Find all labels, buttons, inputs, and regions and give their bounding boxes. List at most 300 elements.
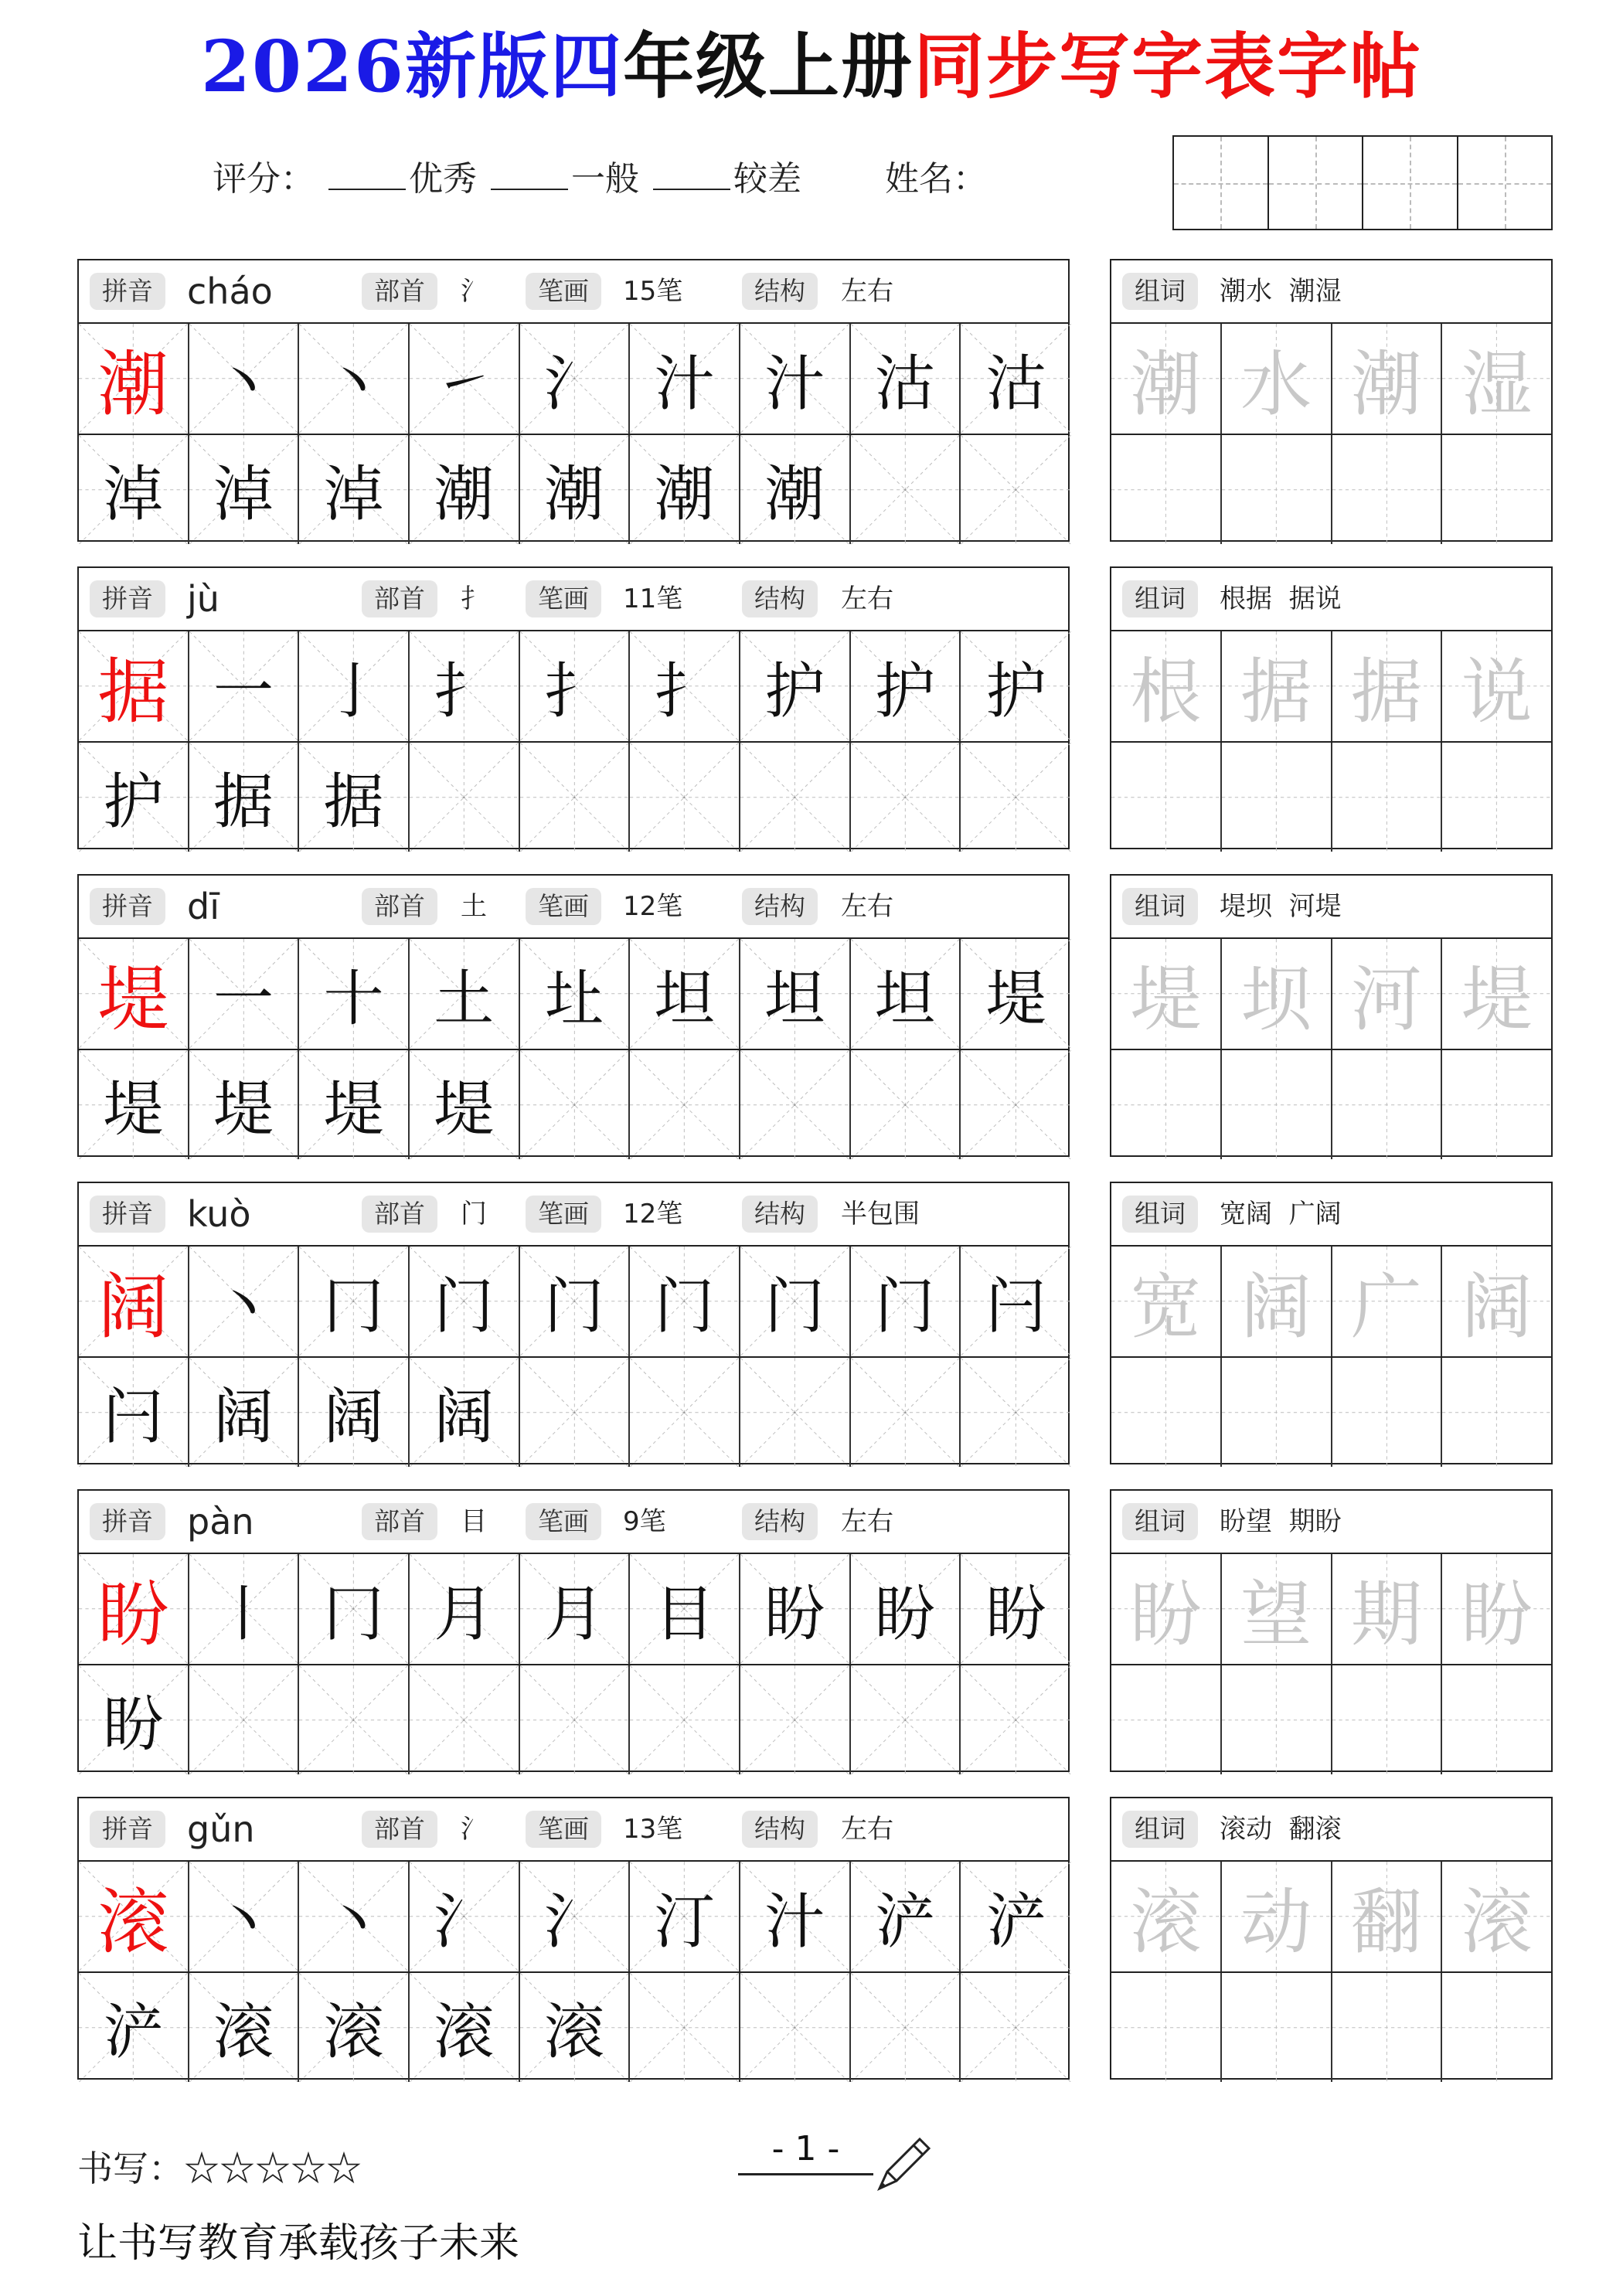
model-character: 盼 <box>97 1573 169 1656</box>
word-writing-cell[interactable] <box>1442 1358 1551 1468</box>
stroke-order-step: 沽 <box>874 349 935 419</box>
stroke-order-step: 目 <box>654 1579 715 1649</box>
word-writing-cell[interactable] <box>1332 1247 1443 1356</box>
stroke-order-step: 汀 <box>654 1886 715 1957</box>
writing-cell[interactable] <box>299 1554 410 1664</box>
writing-cell[interactable] <box>520 435 631 545</box>
word-writing-cell[interactable] <box>1222 435 1332 545</box>
writing-cell[interactable] <box>851 435 961 545</box>
word-trace-character: 望 <box>1240 1573 1312 1656</box>
writing-cell[interactable] <box>630 324 740 434</box>
word-writing-cell[interactable] <box>1222 631 1332 741</box>
writing-cell[interactable] <box>740 435 851 545</box>
writing-cell[interactable] <box>410 1358 520 1468</box>
structure-value: 左右 <box>841 276 893 307</box>
stroke-order-step: 闩 <box>985 1271 1046 1342</box>
writing-cell[interactable] <box>630 631 740 741</box>
writing-cell[interactable] <box>189 1247 300 1356</box>
stroke-order-step: 据 <box>213 767 274 838</box>
stroke-order-step: 丶 <box>213 1271 274 1342</box>
word-writing-cell[interactable] <box>1111 631 1222 741</box>
stroke-order-step: 滚 <box>213 1998 274 2068</box>
word-trace-character: 河 <box>1350 958 1422 1041</box>
structure-label: 结构 <box>742 1503 818 1540</box>
strokes-label: 笔画 <box>526 1196 601 1233</box>
words-label: 组词 <box>1122 1811 1198 1848</box>
word-trace-character: 盼 <box>1461 1573 1533 1656</box>
practice-row <box>79 1665 1068 1775</box>
writing-cell[interactable] <box>299 435 410 545</box>
word-info-bar <box>1111 568 1551 631</box>
strokes-label: 笔画 <box>526 273 601 310</box>
practice-row <box>79 1358 1068 1468</box>
writing-cell[interactable] <box>961 324 1071 434</box>
word-writing-cell[interactable] <box>1332 1973 1443 2083</box>
word-writing-cell[interactable] <box>1332 939 1443 1049</box>
stroke-order-step: 丶 <box>323 1886 384 1957</box>
writing-cell[interactable] <box>520 1862 631 1971</box>
word-trace-character: 翻 <box>1350 1880 1422 1964</box>
pinyin-label: 拼音 <box>90 1811 165 1848</box>
strokes-value: 12笔 <box>623 1199 683 1230</box>
writing-cell[interactable] <box>79 1358 189 1468</box>
writing-cell[interactable] <box>851 631 961 741</box>
writing-cell[interactable] <box>299 743 410 852</box>
word-writing-cell[interactable] <box>1111 324 1222 434</box>
writing-cell[interactable] <box>630 1050 740 1160</box>
radical-value: 扌 <box>461 583 487 614</box>
writing-cell[interactable] <box>851 743 961 852</box>
writing-cell[interactable] <box>851 324 961 434</box>
word-trace-character: 根 <box>1130 650 1202 733</box>
stroke-order-step: 潮 <box>654 460 715 530</box>
writing-cell[interactable] <box>740 631 851 741</box>
stroke-order-step: 土 <box>434 964 495 1034</box>
writing-cell[interactable] <box>79 631 189 741</box>
word-writing-cell[interactable] <box>1332 1862 1443 1971</box>
writing-cell[interactable] <box>630 1247 740 1356</box>
word-info-bar <box>1111 260 1551 324</box>
word-writing-cell[interactable] <box>1222 1665 1332 1775</box>
writing-cell[interactable] <box>79 1050 189 1160</box>
word-writing-cell[interactable] <box>1111 939 1222 1049</box>
model-character: 据 <box>97 650 169 733</box>
writing-cell[interactable] <box>740 1665 851 1775</box>
writing-cell[interactable] <box>410 1050 520 1160</box>
stroke-order-step: 阔 <box>213 1383 274 1453</box>
page-title <box>0 20 1623 113</box>
stroke-order-step: 盼 <box>103 1690 164 1760</box>
name-cell[interactable] <box>1363 137 1458 229</box>
word-trace-character: 潮 <box>1350 342 1422 426</box>
word-writing-cell[interactable] <box>1332 631 1443 741</box>
stroke-order-step: 阔 <box>434 1383 495 1453</box>
writing-cell[interactable] <box>630 1973 740 2083</box>
word-writing-cell[interactable] <box>1111 1050 1222 1160</box>
word-trace-character: 湿 <box>1461 342 1533 426</box>
stroke-order-step: 一 <box>213 656 274 726</box>
writing-cell[interactable] <box>961 1665 1071 1775</box>
stroke-order-step: 丶 <box>323 349 384 419</box>
pinyin-value: pàn <box>187 1501 254 1543</box>
writing-cell[interactable] <box>961 1247 1071 1356</box>
strokes-value: 11笔 <box>623 583 683 614</box>
writing-cell[interactable] <box>79 743 189 852</box>
writing-cell[interactable] <box>961 1358 1071 1468</box>
stroke-order-step: 沽 <box>985 349 1046 419</box>
score-option-excellent: 优秀 <box>409 159 477 199</box>
stroke-order-step: 门 <box>434 1271 495 1342</box>
score-option-poor: 较差 <box>733 159 801 199</box>
word-trace-character: 潮 <box>1130 342 1202 426</box>
practice-row <box>79 1247 1068 1358</box>
writing-cell[interactable] <box>79 324 189 434</box>
writing-cell[interactable] <box>961 631 1071 741</box>
writing-cell[interactable] <box>740 324 851 434</box>
writing-cell[interactable] <box>410 435 520 545</box>
word-writing-cell[interactable] <box>1442 631 1551 741</box>
stroke-order-step: 扌 <box>434 656 495 726</box>
word-trace-character: 堤 <box>1130 958 1202 1041</box>
writing-cell[interactable] <box>79 1973 189 2083</box>
score-blank-average[interactable] <box>491 156 568 190</box>
word-row <box>1111 1862 1551 1973</box>
writing-cell[interactable] <box>740 743 851 852</box>
word-writing-cell[interactable] <box>1442 743 1551 852</box>
word-row <box>1111 1358 1551 1468</box>
stroke-order-step: 圵 <box>543 964 604 1034</box>
word-writing-cell[interactable] <box>1442 324 1551 434</box>
word-row <box>1111 1050 1551 1160</box>
writing-cell[interactable] <box>520 324 631 434</box>
word-row <box>1111 1973 1551 2083</box>
stroke-order-step: 汁 <box>654 349 715 419</box>
word-writing-cell[interactable] <box>1332 1050 1443 1160</box>
words-label: 组词 <box>1122 888 1198 925</box>
writing-cell[interactable] <box>79 1554 189 1664</box>
word-writing-cell[interactable] <box>1222 1973 1332 2083</box>
writing-cell[interactable] <box>740 1862 851 1971</box>
writing-cell[interactable] <box>189 1973 300 2083</box>
character-info-bar <box>79 1183 1068 1247</box>
word-writing-cell[interactable] <box>1222 743 1332 852</box>
word-trace-character: 盼 <box>1130 1573 1202 1656</box>
word-row <box>1111 743 1551 852</box>
stroke-order-step: 潮 <box>434 460 495 530</box>
word-writing-cell[interactable] <box>1442 1050 1551 1160</box>
word-writing-cell[interactable] <box>1222 1358 1332 1468</box>
writing-cell[interactable] <box>740 1358 851 1468</box>
name-cell[interactable] <box>1174 137 1269 229</box>
structure-label: 结构 <box>742 1811 818 1848</box>
writing-cell[interactable] <box>630 435 740 545</box>
word-trace-character: 据 <box>1350 650 1422 733</box>
word-writing-cell[interactable] <box>1222 1050 1332 1160</box>
word-writing-cell[interactable] <box>1222 1247 1332 1356</box>
stroke-order-step: 护 <box>985 656 1046 726</box>
strokes-value: 13笔 <box>623 1814 683 1845</box>
writing-cell[interactable] <box>851 1247 961 1356</box>
writing-cell[interactable] <box>189 743 300 852</box>
stroke-order-step: 阔 <box>323 1383 384 1453</box>
writing-cell[interactable] <box>79 939 189 1049</box>
writing-cell[interactable] <box>740 1973 851 2083</box>
stroke-order-step: 扌 <box>543 656 604 726</box>
writing-rating: 书写：☆☆☆☆☆ <box>77 2148 362 2189</box>
writing-cell[interactable] <box>520 1050 631 1160</box>
character-info-bar <box>79 1798 1068 1862</box>
word-trace-character: 阔 <box>1240 1265 1312 1349</box>
word-writing-cell[interactable] <box>1442 1665 1551 1775</box>
writing-cell[interactable] <box>740 1247 851 1356</box>
writing-cell[interactable] <box>79 1665 189 1775</box>
title-part-3: 同步写字表字帖 <box>914 25 1423 108</box>
writing-cell[interactable] <box>961 1554 1071 1664</box>
writing-cell[interactable] <box>189 435 300 545</box>
page-number: - 1 - <box>738 2129 873 2175</box>
word-trace-character: 宽 <box>1130 1265 1202 1349</box>
word-writing-cell[interactable] <box>1442 1862 1551 1971</box>
writing-cell[interactable] <box>189 1358 300 1468</box>
word-practice-block <box>1110 1797 1553 2080</box>
writing-cell[interactable] <box>299 631 410 741</box>
writing-cell[interactable] <box>410 1247 520 1356</box>
word-practice-block <box>1110 874 1553 1157</box>
writing-cell[interactable] <box>851 1665 961 1775</box>
writing-cell[interactable] <box>961 1973 1071 2083</box>
writing-cell[interactable] <box>851 1973 961 2083</box>
writing-cell[interactable] <box>520 743 631 852</box>
practice-row <box>79 1973 1068 2083</box>
writing-cell[interactable] <box>410 631 520 741</box>
stroke-order-step: 坦 <box>874 964 935 1034</box>
name-cell[interactable] <box>1458 137 1552 229</box>
word-writing-cell[interactable] <box>1222 1554 1332 1664</box>
writing-cell[interactable] <box>299 1358 410 1468</box>
writing-cell[interactable] <box>961 939 1071 1049</box>
word-row <box>1111 939 1551 1050</box>
word-writing-cell[interactable] <box>1222 1862 1332 1971</box>
writing-cell[interactable] <box>79 1862 189 1971</box>
stroke-order-step: 浐 <box>985 1886 1046 1957</box>
stroke-order-step: 淖 <box>323 460 384 530</box>
word-row <box>1111 1247 1551 1358</box>
strokes-value: 15笔 <box>623 276 683 307</box>
writing-cell[interactable] <box>299 939 410 1049</box>
writing-cell[interactable] <box>851 1358 961 1468</box>
word-writing-cell[interactable] <box>1442 1973 1551 2083</box>
pinyin-value: cháo <box>187 270 273 312</box>
word-trace-character: 说 <box>1461 650 1533 733</box>
writing-cell[interactable] <box>630 743 740 852</box>
radical-value: 门 <box>461 1199 487 1230</box>
writing-cell[interactable] <box>740 939 851 1049</box>
stroke-order-step: 门 <box>764 1271 825 1342</box>
model-character: 滚 <box>97 1880 169 1964</box>
words-value: 根据 据说 <box>1220 583 1342 614</box>
word-writing-cell[interactable] <box>1332 743 1443 852</box>
word-trace-character: 动 <box>1240 1880 1312 1964</box>
strokes-label: 笔画 <box>526 1503 601 1540</box>
writing-cell[interactable] <box>851 1554 961 1664</box>
word-writing-cell[interactable] <box>1442 1247 1551 1356</box>
writing-cell[interactable] <box>520 1973 631 2083</box>
writing-cell[interactable] <box>79 1247 189 1356</box>
stroke-order-step: 淖 <box>213 460 274 530</box>
word-info-bar <box>1111 1183 1551 1247</box>
writing-cell[interactable] <box>299 1050 410 1160</box>
stroke-order-step: 堤 <box>213 1075 274 1145</box>
word-writing-cell[interactable] <box>1332 435 1443 545</box>
word-writing-cell[interactable] <box>1111 1554 1222 1664</box>
writing-cell[interactable] <box>410 324 520 434</box>
word-writing-cell[interactable] <box>1111 1247 1222 1356</box>
radical-label: 部首 <box>362 273 437 310</box>
writing-cell[interactable] <box>520 1665 631 1775</box>
stroke-order-step: 汁 <box>764 349 825 419</box>
stroke-order-step: 氵 <box>543 1886 604 1957</box>
score-blank-poor[interactable] <box>653 156 730 190</box>
writing-cell[interactable] <box>630 1665 740 1775</box>
words-label: 组词 <box>1122 1503 1198 1540</box>
writing-cell[interactable] <box>189 939 300 1049</box>
writing-cell[interactable] <box>299 324 410 434</box>
practice-row <box>79 631 1068 743</box>
word-writing-cell[interactable] <box>1332 1665 1443 1775</box>
writing-cell[interactable] <box>630 939 740 1049</box>
score-blank-excellent[interactable] <box>328 156 406 190</box>
structure-value: 半包围 <box>841 1199 920 1230</box>
writing-cell[interactable] <box>189 1665 300 1775</box>
pinyin-value: dī <box>187 886 219 927</box>
writing-cell[interactable] <box>520 1358 631 1468</box>
writing-cell[interactable] <box>299 1862 410 1971</box>
structure-value: 左右 <box>841 1506 893 1537</box>
writing-cell[interactable] <box>189 1862 300 1971</box>
word-trace-character: 水 <box>1240 342 1312 426</box>
stroke-order-step: 淖 <box>103 460 164 530</box>
writing-cell[interactable] <box>851 939 961 1049</box>
name-cell[interactable] <box>1269 137 1364 229</box>
writing-cell[interactable] <box>520 1554 631 1664</box>
radical-value: 土 <box>461 891 487 922</box>
stroke-order-step: 丶 <box>213 1886 274 1957</box>
writing-cell[interactable] <box>189 1050 300 1160</box>
stroke-order-step: 潮 <box>543 460 604 530</box>
stroke-order-step: 护 <box>103 767 164 838</box>
word-practice-block <box>1110 1182 1553 1464</box>
word-trace-character: 滚 <box>1461 1880 1533 1964</box>
word-row <box>1111 435 1551 545</box>
word-writing-cell[interactable] <box>1442 1554 1551 1664</box>
word-writing-cell[interactable] <box>1332 324 1443 434</box>
word-trace-character: 堤 <box>1461 958 1533 1041</box>
writing-cell[interactable] <box>299 1665 410 1775</box>
stroke-order-step: 盼 <box>764 1579 825 1649</box>
word-trace-character: 期 <box>1350 1573 1422 1656</box>
stroke-order-step: ㇀ <box>434 349 495 419</box>
word-row <box>1111 324 1551 435</box>
radical-value: 目 <box>461 1506 487 1537</box>
writing-cell[interactable] <box>961 1862 1071 1971</box>
character-practice-block <box>77 566 1070 849</box>
writing-cell[interactable] <box>961 1050 1071 1160</box>
word-writing-cell[interactable] <box>1111 1665 1222 1775</box>
writing-cell[interactable] <box>79 435 189 545</box>
pinyin-label: 拼音 <box>90 1503 165 1540</box>
writing-cell[interactable] <box>189 1554 300 1664</box>
writing-cell[interactable] <box>851 1050 961 1160</box>
structure-value: 左右 <box>841 1814 893 1845</box>
pinyin-value: gǔn <box>187 1808 255 1850</box>
word-writing-cell[interactable] <box>1442 939 1551 1049</box>
name-grid[interactable] <box>1172 135 1553 230</box>
writing-cell[interactable] <box>410 1973 520 2083</box>
writing-cell[interactable] <box>740 1050 851 1160</box>
pinyin-label: 拼音 <box>90 888 165 925</box>
character-practice-block <box>77 1489 1070 1772</box>
word-writing-cell[interactable] <box>1222 939 1332 1049</box>
radical-value: 氵 <box>461 1814 487 1845</box>
writing-cell[interactable] <box>630 1862 740 1971</box>
writing-cell[interactable] <box>630 1358 740 1468</box>
words-label: 组词 <box>1122 580 1198 617</box>
writing-cell[interactable] <box>520 1247 631 1356</box>
writing-cell[interactable] <box>961 435 1071 545</box>
writing-cell[interactable] <box>189 324 300 434</box>
stroke-order-step: 滚 <box>323 1998 384 2068</box>
writing-cell[interactable] <box>961 743 1071 852</box>
word-writing-cell[interactable] <box>1222 324 1332 434</box>
word-writing-cell[interactable] <box>1111 743 1222 852</box>
writing-cell[interactable] <box>299 1973 410 2083</box>
word-writing-cell[interactable] <box>1332 1358 1443 1468</box>
word-writing-cell[interactable] <box>1111 1358 1222 1468</box>
model-character: 阔 <box>97 1265 169 1349</box>
word-writing-cell[interactable] <box>1111 435 1222 545</box>
radical-label: 部首 <box>362 1503 437 1540</box>
writing-cell[interactable] <box>410 743 520 852</box>
word-practice-block <box>1110 1489 1553 1772</box>
stroke-order-step: 冂 <box>323 1579 384 1649</box>
writing-cell[interactable] <box>410 939 520 1049</box>
writing-cell[interactable] <box>630 1554 740 1664</box>
stroke-order-step: 丨 <box>213 1579 274 1649</box>
structure-label: 结构 <box>742 273 818 310</box>
structure-label: 结构 <box>742 888 818 925</box>
stroke-order-step: 亅 <box>323 656 384 726</box>
writing-cell[interactable] <box>410 1862 520 1971</box>
structure-label: 结构 <box>742 1196 818 1233</box>
writing-cell[interactable] <box>299 1247 410 1356</box>
word-writing-cell[interactable] <box>1111 1862 1222 1971</box>
writing-cell[interactable] <box>410 1665 520 1775</box>
stroke-order-step: 浐 <box>874 1886 935 1957</box>
words-value: 堤坝 河堤 <box>1220 891 1342 922</box>
word-writing-cell[interactable] <box>1111 1973 1222 2083</box>
writing-cell[interactable] <box>740 1554 851 1664</box>
radical-label: 部首 <box>362 1196 437 1233</box>
word-writing-cell[interactable] <box>1442 435 1551 545</box>
strokes-label: 笔画 <box>526 888 601 925</box>
writing-cell[interactable] <box>851 1862 961 1971</box>
writing-cell[interactable] <box>410 1554 520 1664</box>
writing-cell[interactable] <box>189 631 300 741</box>
writing-cell[interactable] <box>520 631 631 741</box>
word-writing-cell[interactable] <box>1332 1554 1443 1664</box>
strokes-label: 笔画 <box>526 580 601 617</box>
writing-cell[interactable] <box>520 939 631 1049</box>
